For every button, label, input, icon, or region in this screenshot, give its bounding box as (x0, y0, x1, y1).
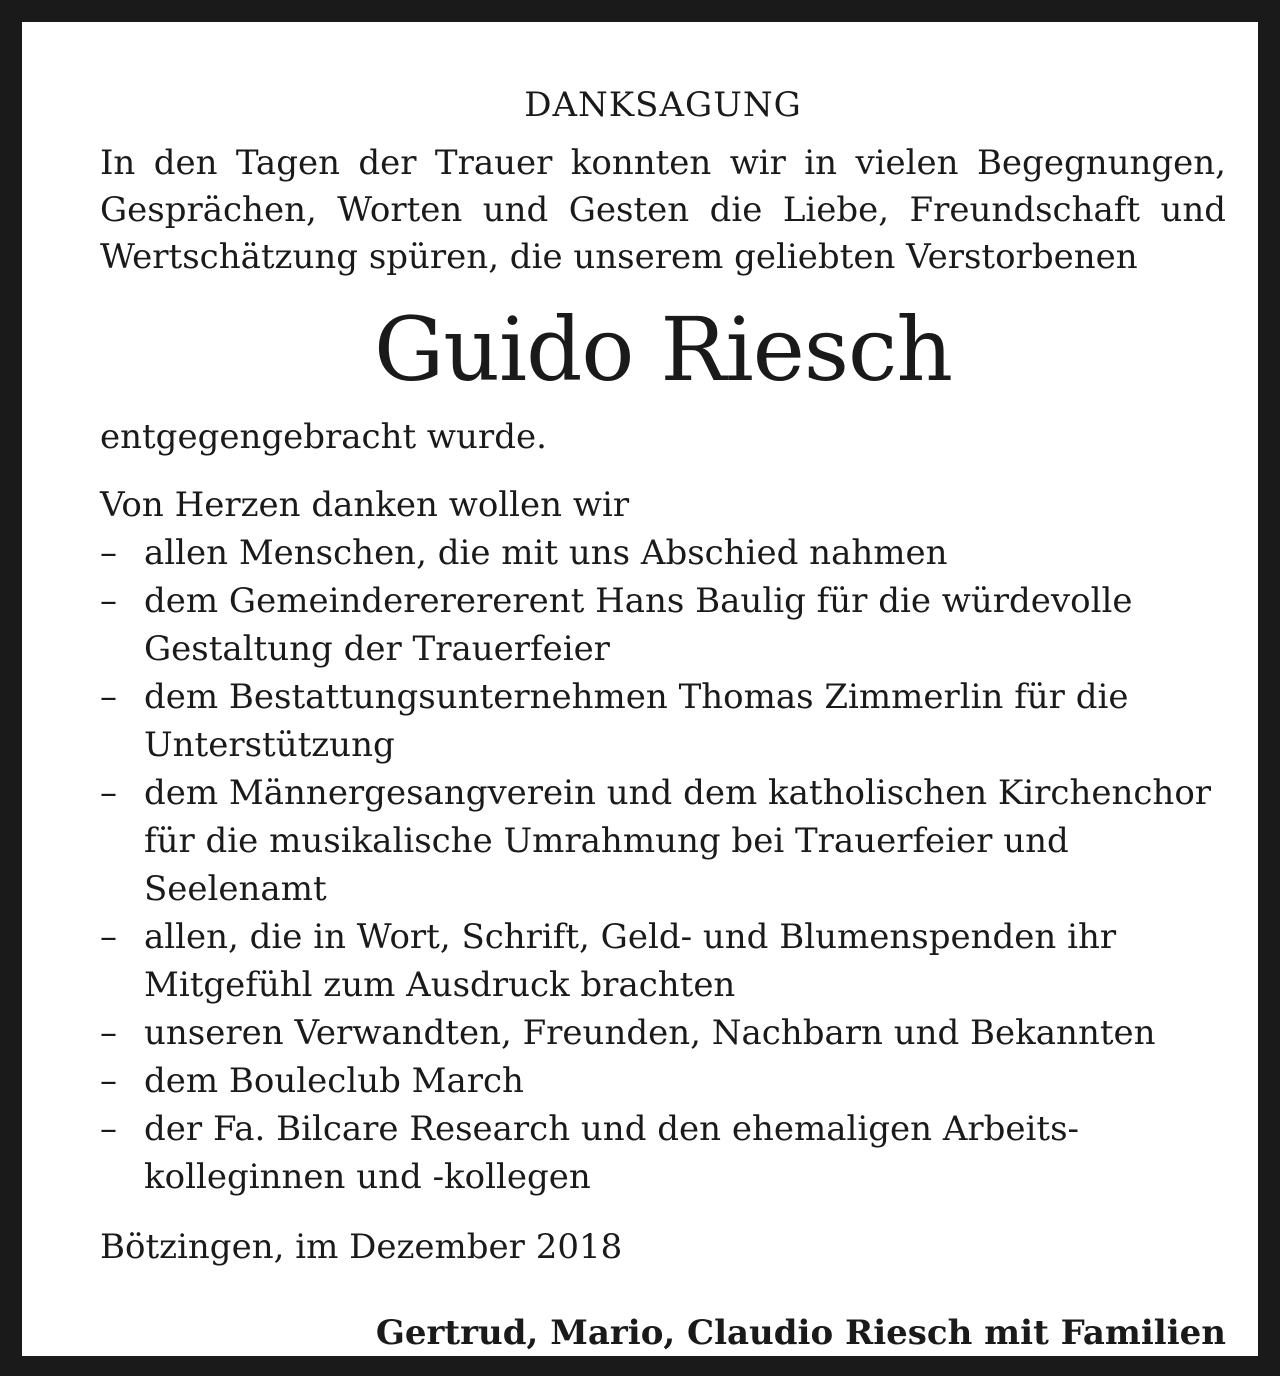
thanks-item-text: allen Menschen, die mit uns Abschied nahmen (144, 533, 948, 573)
thanks-item (100, 673, 1226, 769)
thanks-intro: Von Herzen danken wollen wir (100, 485, 630, 525)
deceased-name: Guido Riesch (373, 298, 952, 401)
thanks-item-text: dem Bouleclub March (144, 1061, 524, 1101)
thanks-item-text: der Fa. Bilcare Research und den ehemaligen Arbeits-kolleginnen und -kollegen (144, 1109, 1080, 1197)
dash-bullet: – (100, 581, 117, 621)
thanks-item (100, 577, 1226, 673)
notice-content (100, 80, 1226, 1357)
place-date: Bötzingen, im Dezember 2018 (100, 1227, 623, 1267)
thanks-item (100, 1009, 1226, 1057)
dash-bullet: – (100, 1061, 117, 1101)
after-name-text: entgegengebracht wurde. (100, 417, 547, 457)
dash-bullet: – (100, 533, 117, 573)
dash-bullet: – (100, 1013, 117, 1053)
thanks-item-text: dem Gemeindererererent Hans Baulig für die würdevolle Gestaltung der Trauerfeier (144, 581, 1133, 669)
thanks-item (100, 913, 1226, 1009)
thanks-item-text: unseren Verwandten, Freunden, Nachbarn und Bekannten (144, 1013, 1156, 1053)
thanks-item (100, 529, 1226, 577)
dash-bullet: – (100, 917, 117, 957)
signature: Gertrud, Mario, Claudio Riesch mit Familien (375, 1313, 1226, 1353)
thanks-item-text: dem Männergesangverein und dem katholischen Kirchenchor für die musikalische Umrahmung bei Trauerfeier und Seelenamt (144, 773, 1212, 909)
dash-bullet: – (100, 677, 117, 717)
dash-bullet: – (100, 1109, 117, 1149)
thanks-item (100, 1105, 1226, 1201)
thanks-item-text: dem Bestattungsunternehmen Thomas Zimmerlin für die Unterstützung (144, 677, 1129, 765)
thanks-item-text: allen, die in Wort, Schrift, Geld- und Blumenspenden ihr Mitgefühl zum Ausdruck brachten (144, 917, 1117, 1005)
thanks-item (100, 769, 1226, 913)
dash-bullet: – (100, 773, 117, 813)
notice-heading: DANKSAGUNG (524, 85, 802, 125)
thanks-list (100, 529, 1226, 1201)
intro-paragraph: In den Tagen der Trauer konnten wir in vielen Begegnungen, Gesprächen, Worten und Gesten die Liebe, Freundschaft und Wertschätzung spüren, die unserem geliebten Verstorbenen (100, 143, 1226, 277)
thanks-item (100, 1057, 1226, 1105)
